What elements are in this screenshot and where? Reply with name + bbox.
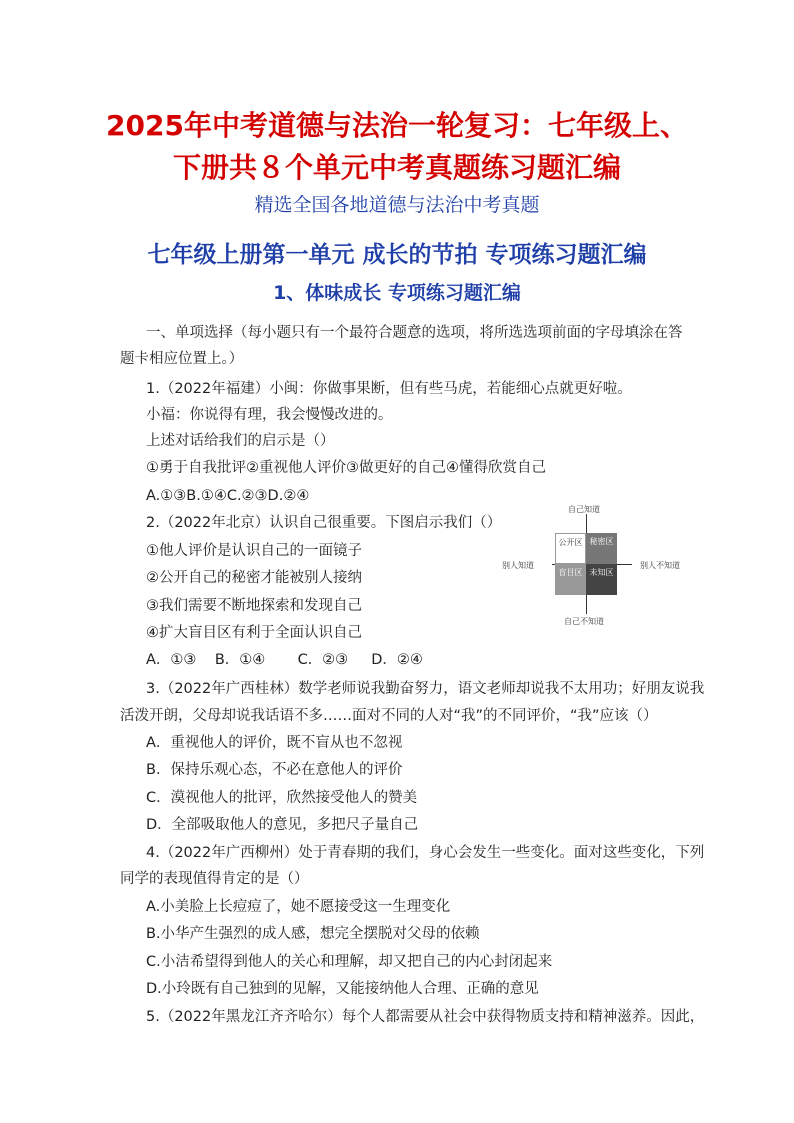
q3-option-a: A．重视他人的评价，既不盲从也不忽视: [146, 735, 403, 751]
q4-option-b: B.小华产生强烈的成人感，想完全摆脱对父母的依赖: [146, 926, 480, 942]
unit-title: 七年级上册第一单元 成长的节拍 专项练习题汇编: [147, 242, 647, 268]
q1-stem: 1.（2022年福建）小闽：你做事果断，但有些马虎，若能细心点就更好啦。: [146, 381, 632, 397]
q2-statement-4: ④扩大盲目区有利于全面认识自己: [146, 625, 362, 641]
q3-stem-cont: 活泼开朗，父母却说我话语不多……面对不同的人对“我”的不同评价，“我”应该（）: [120, 708, 658, 724]
q4-option-a: A.小美脸上长痘痘了，她不愿接受这一生理变化: [146, 899, 451, 915]
q4-stem-cont: 同学的表现值得肯定的是（）: [120, 871, 309, 887]
q2-statement-1: ①他人评价是认识自己的一面镜子: [146, 543, 362, 559]
section-heading-line2: 题卡相应位置上。）: [120, 351, 244, 367]
section-heading-line1: 一、单项选择（每小题只有一个最符合题意的选项，将所选选项前面的字母填涂在答: [146, 325, 683, 341]
q3-option-c: C．漠视他人的批评，欣然接受他人的赞美: [146, 790, 418, 806]
quadrant-unknown: 未知区: [586, 564, 617, 595]
diagram-label-bottom: 自己不知道: [564, 617, 604, 626]
diagram-label-right: 别人不知道: [640, 561, 680, 570]
quadrant-secret: 秘密区: [586, 533, 617, 564]
q1-line3: 上述对话给我们的启示是（）: [146, 433, 335, 449]
q1-options: A.①③B.①④C.②③D.②④: [146, 488, 310, 504]
quadrant-blind: 盲目区: [555, 564, 586, 595]
johari-window-diagram: [500, 500, 690, 630]
quadrant-open: 公开区: [555, 533, 586, 564]
doc-subtitle: 精选全国各地道德与法治中考真题: [254, 194, 540, 216]
q4-option-d: D.小玲既有自己独到的见解，又能接纳他人合理、正确的意见: [146, 981, 539, 997]
q2-statement-2: ②公开自己的秘密才能被别人接纳: [146, 570, 362, 586]
q1-line2: 小福：你说得有理，我会慢慢改进的。: [146, 407, 393, 423]
q1-statements: ①勇于自我批评②重视他人评价③做更好的自己④懂得欣赏自己: [146, 460, 546, 476]
doc-title-line2: 下册共８个单元中考真题练习题汇编: [172, 151, 621, 184]
q2-statement-3: ③我们需要不断地探索和发现自己: [146, 598, 362, 614]
q4-stem: 4.（2022年广西柳州）处于青春期的我们，身心会发生一些变化。面对这些变化，下列: [146, 845, 705, 861]
q3-stem: 3.（2022年广西桂林）数学老师说我勤奋努力，语文老师却说我不太用功；好朋友说我: [146, 681, 705, 697]
diagram-label-left: 别人知道: [502, 561, 534, 570]
q2-stem: 2.（2022年北京）认识自己很重要。下图启示我们（）: [146, 515, 502, 531]
q3-option-b: B．保持乐观心态，不必在意他人的评价: [146, 762, 403, 778]
diagram-label-top: 自己知道: [568, 505, 600, 514]
doc-title-line1: 2025年中考道德与法治一轮复习：七年级上、: [106, 109, 688, 142]
q2-options: A．①③ B．①④ C．②③ D．②④: [146, 652, 423, 668]
lesson-title: 1、体味成长 专项练习题汇编: [273, 282, 521, 304]
q4-option-c: C.小洁希望得到他人的关心和理解，却又把自己的内心封闭起来: [146, 954, 553, 970]
q3-option-d: D．全部吸取他人的意见，多把尺子量自己: [146, 817, 419, 833]
q5-stem: 5.（2022年黑龙江齐齐哈尔）每个人都需要从社会中获得物质支持和精神滋养。因此，: [146, 1009, 705, 1025]
